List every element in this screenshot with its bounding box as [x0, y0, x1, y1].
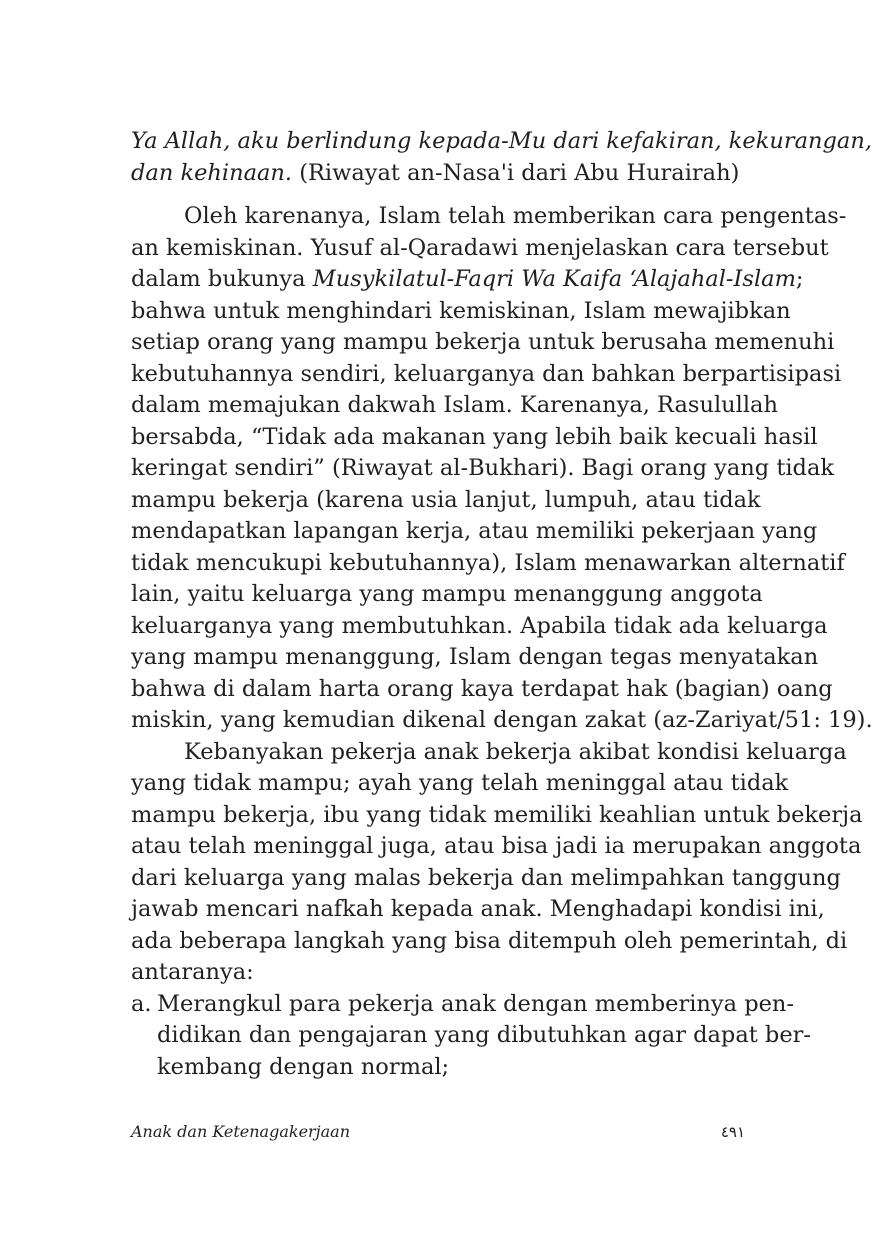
paragraph-line: setiap orang yang mampu bekerja untuk berusaha memenuhi — [131, 329, 835, 355]
paragraph-line: an kemiskinan. Yusuf al-Qaradawi menjelaskan cara tersebut — [131, 234, 829, 261]
paragraph-line: mendapatkan lapangan kerja, atau memiliki pekerjaan yang — [131, 518, 818, 544]
prayer-line-1: Ya Allah, aku berlindung kepada-Mu dari kefakiran, kekurangan, — [131, 128, 872, 154]
book-title-prefix: dalam bukunya — [131, 266, 313, 292]
running-title: Anak dan Ketenagakerjaan — [131, 1122, 351, 1141]
paragraph-line: bahwa untuk menghindari kemiskinan, Islam mewajibkan — [131, 297, 791, 324]
page-number: ٤٩١ — [720, 1123, 745, 1141]
prayer-line-2 — [131, 158, 745, 190]
list-line-last: kembang dengan normal; — [157, 1053, 450, 1080]
paragraph-line: yang mampu menanggung, Islam dengan tegas menyatakan — [131, 644, 819, 670]
paragraph-line: dalam memajukan dakwah Islam. Karenanya, Rasulullah — [131, 392, 778, 418]
prayer-line-2-italic: dan kehinaan. — [131, 159, 293, 186]
paragraph-line: Oleh karenanya, Islam telah memberikan cara pengentas- — [184, 203, 847, 229]
paragraph-line: Kebanyakan pekerja anak bekerja akibat kondisi keluarga — [184, 738, 847, 765]
paragraph-line: tidak mencukupi kebutuhannya), Islam menawarkan alternatif — [131, 549, 845, 576]
book-title-suffix: ; — [795, 266, 804, 292]
paragraph-line-last: miskin, yang kemudian dikenal dengan zakat (az-Zariyat/51: 19). — [131, 707, 873, 733]
paragraph-line: bersabda, “Tidak ada makanan yang lebih baik kecuali hasil — [131, 423, 818, 450]
paragraph-line-book-title — [131, 264, 804, 296]
list-line — [131, 989, 795, 1021]
prayer-source: (Riwayat an-Nasa'i dari Abu Hurairah) — [292, 159, 740, 186]
paragraph-line: yang tidak mampu; ayah yang telah meninggal atau tidak — [131, 770, 789, 796]
paragraph-line: mampu bekerja, ibu yang tidak memiliki keahlian untuk bekerja — [131, 801, 863, 828]
page-footer — [131, 1120, 745, 1144]
paragraph-line: ada beberapa langkah yang bisa ditempuh oleh pemerintah, di — [131, 927, 848, 954]
paragraph-line: keluarganya yang membutuhkan. Apabila tidak ada keluarga — [131, 612, 828, 639]
paragraph-2 — [131, 737, 863, 989]
prayer-quote — [131, 126, 872, 189]
page-body — [131, 126, 873, 1083]
paragraph-1 — [131, 201, 873, 737]
list-line-text: Merangkul para pekerja anak dengan memberinya pen- — [157, 990, 795, 1017]
list-item-a — [131, 989, 812, 1084]
list-line: didikan dan pengajaran yang dibutuhkan agar dapat ber- — [157, 1022, 812, 1048]
list-marker: a. — [131, 990, 152, 1017]
paragraph-line: keringat sendiri” (Riwayat al-Bukhari). Bagi orang yang tidak — [131, 455, 835, 481]
paragraph-line-last: antaranya: — [131, 959, 254, 985]
paragraph-line: lain, yaitu keluarga yang mampu menanggung anggota — [131, 581, 763, 607]
paragraph-line: kebutuhannya sendiri, keluarganya dan bahkan berpartisipasi — [131, 360, 842, 387]
book-title: Musykilatul-Faqri Wa Kaifa ‘Alajahal-Islam — [312, 266, 796, 292]
paragraph-line: jawab mencari nafkah kepada anak. Menghadapi kondisi ini, — [131, 896, 825, 922]
paragraph-line: dari keluarga yang malas bekerja dan melimpahkan tanggung — [131, 864, 841, 891]
paragraph-line: mampu bekerja (karena usia lanjut, lumpuh, atau tidak — [131, 486, 761, 513]
paragraph-line: atau telah meninggal juga, atau bisa jadi ia merupakan anggota — [131, 833, 862, 859]
paragraph-line: bahwa di dalam harta orang kaya terdapat hak (bagian) oang — [131, 675, 833, 702]
